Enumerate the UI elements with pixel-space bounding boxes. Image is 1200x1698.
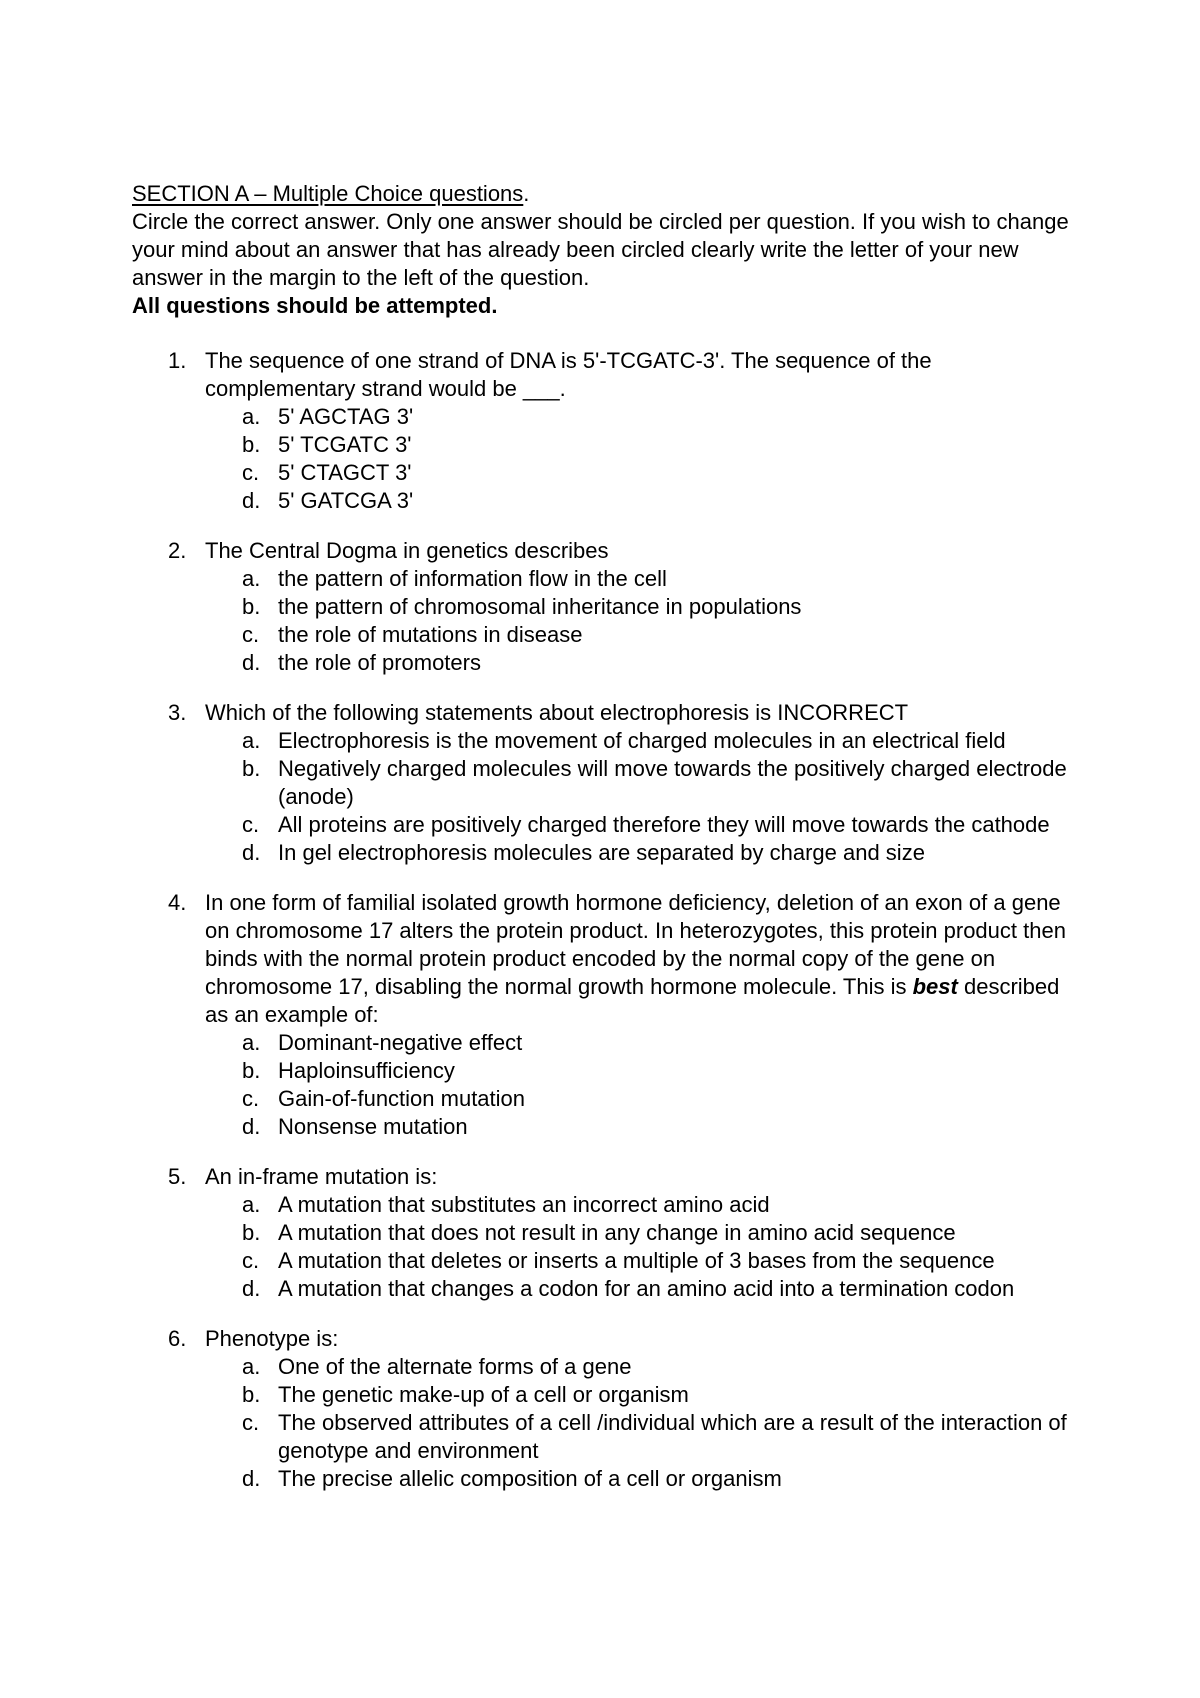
option-letter: d. [242,1114,261,1139]
question-number: 4. [168,890,187,915]
option-list [205,565,1072,677]
section-title-period: . [523,181,530,206]
option-b[interactable] [205,431,1072,459]
section-heading [132,180,1072,208]
option-letter: a. [242,1192,261,1217]
option-d[interactable] [205,487,1072,515]
option-d[interactable] [205,649,1072,677]
option-b[interactable] [205,755,1072,811]
question-1 [132,347,1072,515]
question-6 [132,1325,1072,1493]
option-text: the role of mutations in disease [278,622,583,647]
option-text: 5' AGCTAG 3' [278,404,414,429]
option-text: Dominant-negative effect [278,1030,523,1055]
option-text: A mutation that changes a codon for an amino acid into a termination codon [278,1276,1015,1301]
option-text: The genetic make-up of a cell or organism [278,1382,689,1407]
question-number: 5. [168,1164,187,1189]
option-text: 5' CTAGCT 3' [278,460,412,485]
option-letter: b. [242,594,261,619]
option-letter: c. [242,1410,260,1435]
option-letter: a. [242,728,261,753]
question-5 [132,1163,1072,1303]
option-text: Negatively charged molecules will move towards the positively charged electrode (anode) [278,756,1067,809]
option-letter: b. [242,756,261,781]
option-list [205,403,1072,515]
option-d[interactable] [205,1113,1072,1141]
option-letter: c. [242,622,260,647]
option-text: The precise allelic composition of a cell or organism [278,1466,782,1491]
option-letter: b. [242,1058,261,1083]
option-letter: d. [242,650,261,675]
exam-page [132,180,1072,1515]
option-a[interactable] [205,1191,1072,1219]
option-b[interactable] [205,1057,1072,1085]
option-text: The observed attributes of a cell /individual which are a result of the interaction of genotype and environment [278,1410,1067,1463]
option-letter: c. [242,812,260,837]
option-letter: c. [242,1086,260,1111]
question-4 [132,889,1072,1141]
option-letter: a. [242,404,261,429]
question-text: Phenotype is: [205,1326,339,1351]
option-text: In gel electrophoresis molecules are separated by charge and size [278,840,925,865]
option-letter: b. [242,1220,261,1245]
option-list [205,1353,1072,1493]
option-d[interactable] [205,1275,1072,1303]
option-text: One of the alternate forms of a gene [278,1354,632,1379]
option-a[interactable] [205,1029,1072,1057]
option-a[interactable] [205,1353,1072,1381]
option-text: the role of promoters [278,650,481,675]
emphasis-best: best [912,974,958,999]
option-c[interactable] [205,1085,1072,1113]
option-letter: d. [242,1466,261,1491]
option-letter: a. [242,1354,261,1379]
option-text: the pattern of chromosomal inheritance in populations [278,594,802,619]
option-c[interactable] [205,621,1072,649]
option-list [205,1029,1072,1141]
option-text: 5' GATCGA 3' [278,488,414,513]
option-b[interactable] [205,593,1072,621]
option-text: A mutation that does not result in any change in amino acid sequence [278,1220,956,1245]
option-letter: a. [242,1030,261,1055]
instructions: Circle the correct answer. Only one answer should be circled per question. If you wish to change your mind about an answer that has already been circled clearly write the letter of your new answer in the margin to the left of the question. [132,209,1069,290]
option-text: All proteins are positively charged therefore they will move towards the cathode [278,812,1050,837]
question-number: 3. [168,700,187,725]
question-3 [132,699,1072,867]
question-list [132,347,1072,1493]
option-c[interactable] [205,811,1072,839]
option-a[interactable] [205,403,1072,431]
option-list [205,727,1072,867]
question-text [205,889,1072,1029]
option-letter: a. [242,566,261,591]
question-text: An in-frame mutation is: [205,1164,438,1189]
option-c[interactable] [205,1409,1072,1465]
option-text: Electrophoresis is the movement of charged molecules in an electrical field [278,728,1006,753]
option-letter: d. [242,840,261,865]
question-text: Which of the following statements about electrophoresis is INCORRECT [205,700,909,725]
question-text-start: In one form of familial isolated growth hormone deficiency, deletion of an exon of a gene on chromosome 17 alters the protein product. In heterozygotes, this protein product then binds with the normal protein product encoded by the normal copy of the gene on chromosome 17, disabling the normal growth hormone molecule. This is [205,890,1066,999]
option-letter: c. [242,460,260,485]
option-b[interactable] [205,1381,1072,1409]
option-c[interactable] [205,1247,1072,1275]
option-letter: b. [242,432,261,457]
option-list [205,1191,1072,1303]
section-title: SECTION A – Multiple Choice questions [132,181,524,206]
option-b[interactable] [205,1219,1072,1247]
option-letter: d. [242,488,261,513]
option-c[interactable] [205,459,1072,487]
option-a[interactable] [205,727,1072,755]
question-text: The sequence of one strand of DNA is 5'-TCGATC-3'. The sequence of the complementary strand would be ___. [205,348,932,401]
option-text: 5' TCGATC 3' [278,432,412,457]
question-number: 2. [168,538,187,563]
option-d[interactable] [205,1465,1072,1493]
question-number: 1. [168,348,187,373]
option-text: Haploinsufficiency [278,1058,455,1083]
attempt-note: All questions should be attempted. [132,293,498,318]
question-text: The Central Dogma in genetics describes [205,538,609,563]
option-d[interactable] [205,839,1072,867]
option-text: A mutation that substitutes an incorrect amino acid [278,1192,770,1217]
option-a[interactable] [205,565,1072,593]
option-text: A mutation that deletes or inserts a multiple of 3 bases from the sequence [278,1248,995,1273]
option-letter: b. [242,1382,261,1407]
question-2 [132,537,1072,677]
option-text: Gain-of-function mutation [278,1086,526,1111]
option-letter: c. [242,1248,260,1273]
option-text: the pattern of information flow in the cell [278,566,667,591]
option-letter: d. [242,1276,261,1301]
question-text-end: described as an example of: [205,974,1060,1027]
option-text: Nonsense mutation [278,1114,468,1139]
question-number: 6. [168,1326,187,1351]
